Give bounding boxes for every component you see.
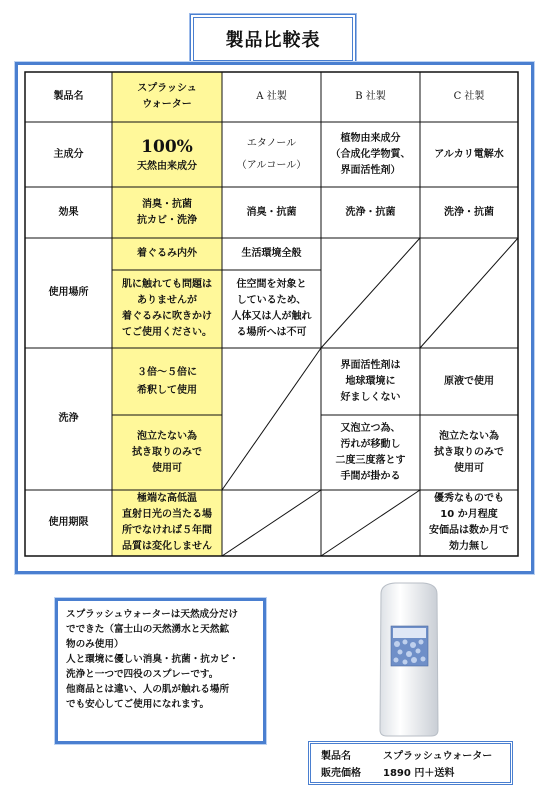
- description-line: 他商品とは違い、人の肌が触れる場所: [66, 684, 230, 695]
- price-row: [321, 765, 500, 782]
- a-place-bottom: [222, 270, 321, 348]
- spray-bottle-image: [371, 580, 447, 738]
- b-wash-line: 好ましくない: [340, 391, 401, 403]
- c-wash-line: 使用可: [454, 462, 484, 474]
- a-place-top: 生活環境全般: [241, 248, 302, 259]
- c-expiry-line: 効力無し: [449, 541, 489, 552]
- splash-ingredient: [112, 122, 222, 187]
- b-ingredient-line: 植物由来成分: [340, 132, 401, 144]
- description-line: でできた（富士山の天然湧水と天然鉱: [66, 624, 230, 635]
- b-wash-line: 二度三度落とす: [335, 454, 406, 466]
- splash-place-line: てご使用ください。: [122, 327, 212, 338]
- splash-place-top: 着ぐるみ内外: [137, 248, 197, 259]
- splash-place-line: 着ぐるみに吹きかけ: [122, 311, 212, 322]
- b-wash-line: 又泡立つ為、: [340, 422, 401, 434]
- a-effect: 消臭・抗菌: [246, 206, 297, 218]
- na-slash: [420, 238, 518, 348]
- product-name-row: [321, 748, 500, 765]
- a-place-line: しているため、: [236, 295, 307, 306]
- splash-effect-line: 抗カビ・洗浄: [137, 214, 197, 226]
- b-ingredient-line: 界面活性剤）: [340, 164, 401, 176]
- splash-expiry-line: 品質は変化しません: [122, 541, 212, 552]
- b-wash-line: 地球環境に: [345, 375, 396, 387]
- a-place-line: 人体又は人が触れ: [231, 311, 312, 322]
- description-line: 洗浄と一つで四役のスプレーです。: [66, 669, 219, 680]
- header-product-name: 製品名: [53, 91, 84, 102]
- na-slash: [321, 238, 420, 348]
- c-wash-line: 泡立たない為: [439, 430, 499, 442]
- c-expiry-line: 安価品は数か月で: [429, 525, 509, 536]
- splash-expiry-line: 所でなければ５年間: [122, 525, 212, 536]
- splash-place-line: ありませんが: [137, 295, 197, 306]
- price-value: 1890 円＋送料: [383, 768, 455, 779]
- b-wash-line: 手間が掛かる: [340, 470, 401, 482]
- row-label-expiry: 使用期限: [48, 517, 89, 528]
- a-place-line: 住空間を対象と: [236, 279, 307, 290]
- header-splash-line: ウォーター: [142, 99, 192, 110]
- splash-wash-bottom: [112, 415, 222, 490]
- b-ingredient: [321, 122, 420, 187]
- a-ingredient: [222, 122, 321, 187]
- header-company-a: A 社製: [256, 91, 287, 102]
- product-description: [55, 598, 266, 744]
- header-company-c: C 社製: [453, 91, 485, 102]
- splash-wash-line: 拭き取りのみで: [132, 446, 202, 458]
- header-splash-line: スプラッシュ: [137, 83, 197, 94]
- price-label: 販売価格: [321, 768, 361, 779]
- splash-wash-line: 泡立たない為: [137, 430, 197, 442]
- b-wash-bottom: [321, 415, 420, 490]
- c-expiry-line: 10 か月程度: [440, 509, 498, 520]
- header-company-b: B 社製: [355, 91, 386, 102]
- page-title: 製品比較表: [190, 14, 356, 64]
- na-slash: [222, 348, 321, 490]
- row-label-wash: 洗浄: [58, 413, 79, 424]
- price-info: [308, 741, 513, 785]
- row-label-effect: 効果: [58, 206, 79, 218]
- c-wash-bottom: [420, 415, 518, 490]
- splash-expiry: [112, 490, 222, 556]
- b-wash-top: [321, 348, 420, 415]
- a-ingredient-line: エタノール: [246, 137, 297, 149]
- description-line: 物のみ使用）: [66, 639, 124, 650]
- na-slash: [222, 490, 321, 556]
- splash-wash-line: ３倍～５倍に: [137, 366, 197, 378]
- splash-place-bottom: [112, 270, 222, 348]
- product-name-value: スプラッシュウォーター: [383, 751, 493, 762]
- b-ingredient-line: （合成化学物質、: [330, 148, 411, 160]
- splash-wash-line: 使用可: [152, 462, 182, 474]
- description-line: 人と環境に優しい消臭・抗菌・抗カビ・: [66, 654, 239, 665]
- row-label-place: 使用場所: [48, 287, 89, 298]
- splash-effect-line: 消臭・抗菌: [142, 198, 192, 210]
- c-effect: 洗浄・抗菌: [444, 206, 494, 218]
- c-ingredient: アルカリ電解水: [434, 148, 504, 160]
- b-wash-line: 界面活性剤は: [340, 359, 401, 371]
- a-ingredient-line: （アルコール）: [236, 159, 307, 171]
- splash-ingredient-text: 天然由来成分: [137, 160, 197, 172]
- header-splash: [112, 72, 222, 122]
- splash-place-line: 肌に触れても問題は: [122, 279, 212, 290]
- c-expiry-line: 優秀なものでも: [434, 493, 504, 504]
- description-line: スプラッシュウォーターは天然成分だけ: [66, 609, 238, 620]
- c-wash-top: 原液で使用: [444, 375, 494, 387]
- na-slash: [321, 490, 420, 556]
- c-expiry: [420, 490, 518, 556]
- splash-wash-line: 希釈して使用: [137, 384, 197, 396]
- description-line: でも安心してご使用になれます。: [66, 699, 210, 710]
- splash-wash-top: [112, 348, 222, 415]
- product-name-label: 製品名: [321, 751, 351, 762]
- row-label-ingredient: 主成分: [53, 148, 84, 160]
- splash-expiry-line: 直射日光の当たる場: [122, 509, 212, 520]
- b-wash-line: 汚れが移動し: [340, 438, 401, 450]
- a-place-line: る場所へは不可: [236, 327, 307, 338]
- splash-ingredient-percent: 100%: [141, 136, 193, 157]
- c-wash-line: 拭き取りのみで: [434, 446, 504, 458]
- splash-expiry-line: 極端な高低温: [137, 493, 197, 504]
- b-effect: 洗浄・抗菌: [345, 206, 396, 218]
- splash-effect: [112, 187, 222, 238]
